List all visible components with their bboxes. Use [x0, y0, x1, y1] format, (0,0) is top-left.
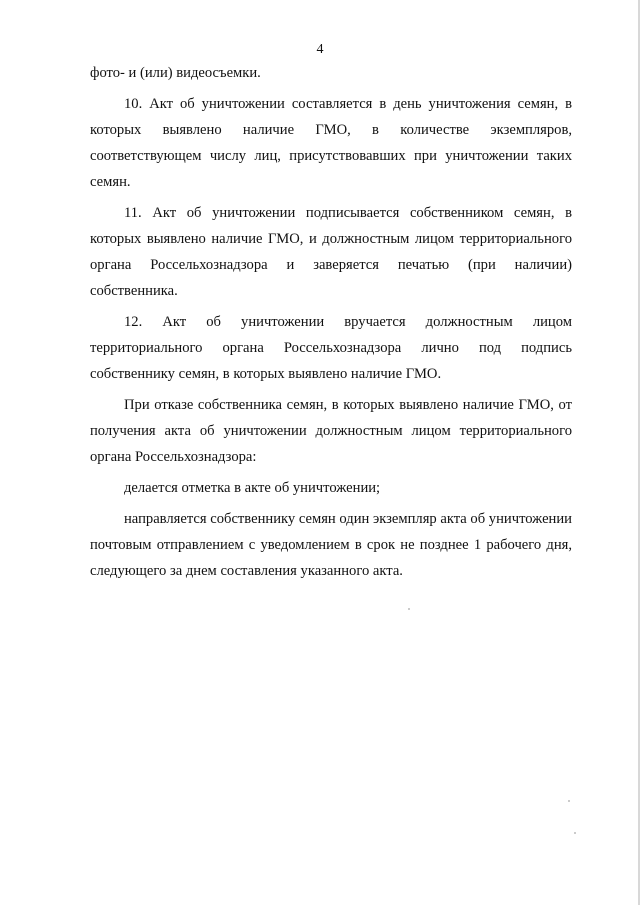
paragraph-list-item-2: направляется собственнику семян один экземпляр акта об уничтожении почтовым отправлением с уведомлением в срок не позднее 1 рабочего дня, следующего за днем составления указанного акта.	[90, 511, 572, 579]
paragraph-refusal: При отказе собственника семян, в которых выявлено наличие ГМО, от получения акта об уничтожении должностным лицом территориального органа Россельхознадзора:	[90, 397, 572, 465]
scan-speck	[574, 832, 576, 834]
paragraph-11: 11. Акт об уничтожении подписывается собственником семян, в которых выявлено наличие ГМО, и должностным лицом территориального органа Россельхознадзора и заверяется печатью (при наличии) собственника.	[90, 205, 572, 299]
page-number: 4	[316, 42, 324, 57]
paragraph-list-item-1: делается отметка в акте об уничтожении;	[124, 480, 381, 496]
paragraph-continuation: фото- и (или) видеосъемки.	[90, 65, 261, 81]
scan-speck	[408, 608, 410, 610]
paragraph-12: 12. Акт об уничтожении вручается должностным лицом территориального органа Россельхознадзора лично под подпись собственнику семян, в которых выявлено наличие ГМО.	[90, 314, 572, 382]
document-body	[90, 60, 572, 584]
paragraph-10: 10. Акт об уничтожении составляется в день уничтожения семян, в которых выявлено наличие ГМО, в количестве экземпляров, соответствующем числу лиц, присутствовавших при уничтожении таких семян.	[90, 96, 572, 190]
scan-speck	[568, 800, 570, 802]
